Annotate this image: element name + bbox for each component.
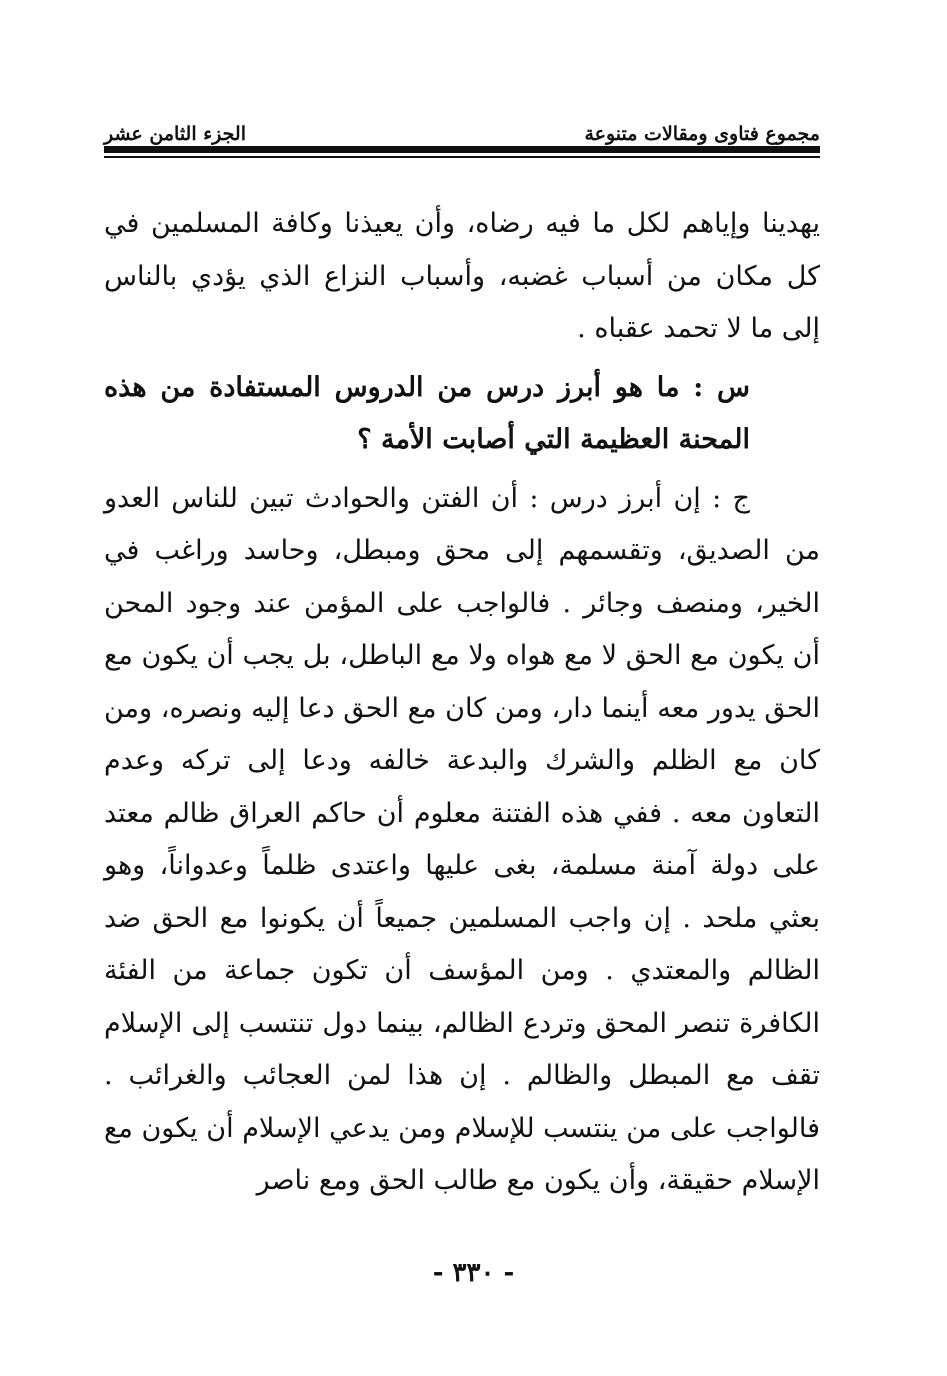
header-rule-thin xyxy=(104,156,820,158)
page-number: - ٣٣٠ - xyxy=(432,1258,515,1288)
question-paragraph xyxy=(104,362,750,467)
volume-label: الجزء الثامن عشر xyxy=(104,123,246,145)
header-rule-thick xyxy=(104,146,820,153)
question-label: س : xyxy=(693,371,750,403)
answer-text: إن أبرز درس : أن الفتن والحوادث تبين للناس العدو من الصديق، وتقسمهم إلى محق ومبطل، وحاسد وراغب في الخير، ومنصف وجائر . فالواجب على المؤمن عند وجود المحن أن يكون مع الحق لا مع هواه ولا مع الباطل، بل يجب أن يكون مع الحق يدور معه أينما دار، ومن كان مع الحق دعا إليه ونصره، ومن كان مع الظلم والشرك والبدعة خالفه ودعا إلى تركه وعدم التعاون معه . ففي هذه الفتنة معلوم أن حاكم العراق ظالم معتد على دولة آمنة مسلمة، بغى عليها واعتدى ظلماً وعدواناً، وهو بعثي ملحد . إن واجب المسلمين جميعاً أن يكونوا مع الحق ضد الظالم والمعتدي . ومن المؤسف أن تكون جماعة من الفئة الكافرة تنصر المحق وتردع الظالم، بينما دول تنتسب إلى الإسلام تقف مع المبطل والظالم . إن هذا لمن العجائب والغرائب . فالواجب على من ينتسب للإسلام ومن يدعي الإسلام أن يكون مع الإسلام حقيقة، وأن يكون مع طالب الحق ومع ناصر xyxy=(104,482,820,1196)
book-title: مجموع فتاوى ومقالات متنوعة xyxy=(584,123,820,145)
page-body xyxy=(104,198,820,1208)
answer-label: ج : xyxy=(712,482,750,514)
intro-paragraph: يهدينا وإياهم لكل ما فيه رضاه، وأن يعيذنا وكافة المسلمين في كل مكان من أسباب غضبه، وأسباب النزاع الذي يؤدي بالناس إلى ما لا تحمد عقباه . xyxy=(104,208,820,344)
question-text: ما هو أبرز درس من الدروس المستفادة من هذه المحنة العظيمة التي أصابت الأمة ؟ xyxy=(104,371,750,455)
answer-paragraph xyxy=(104,473,820,1208)
running-header xyxy=(104,112,820,144)
